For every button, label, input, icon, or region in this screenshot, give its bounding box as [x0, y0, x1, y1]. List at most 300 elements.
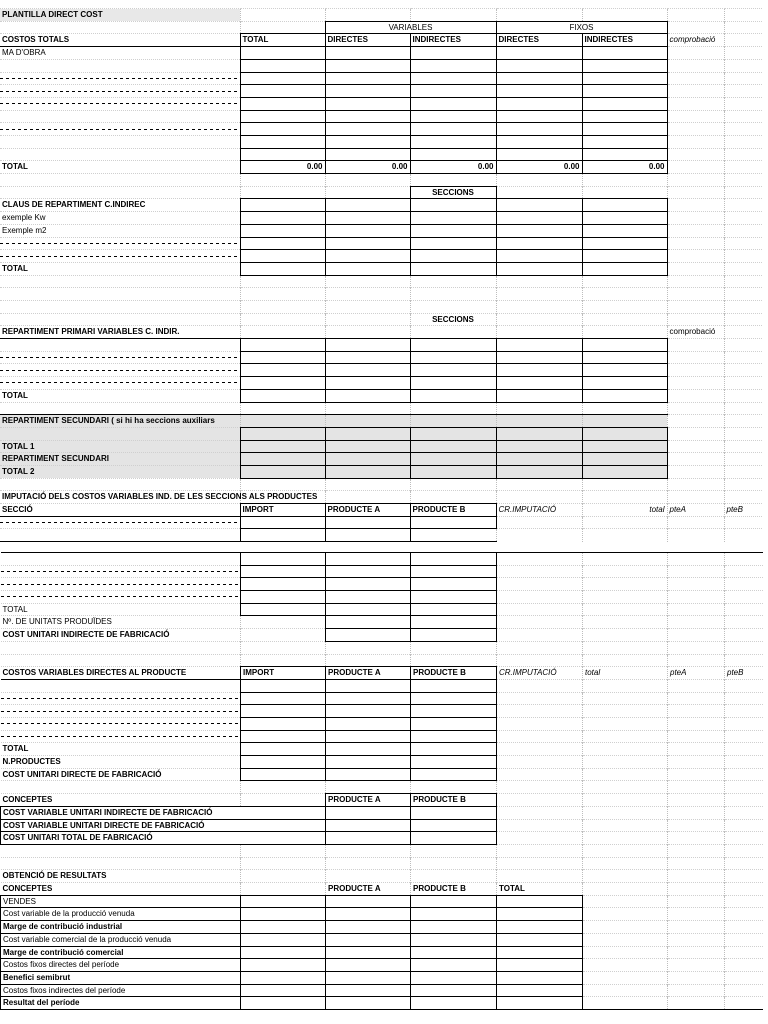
sheet-cell[interactable]	[0, 237, 240, 250]
sheet-cell[interactable]	[583, 997, 668, 1010]
sheet-cell[interactable]	[583, 895, 668, 908]
sheet-cell[interactable]	[497, 857, 583, 870]
sheet-cell[interactable]	[582, 186, 667, 199]
sheet-cell[interactable]	[240, 389, 325, 402]
sheet-cell[interactable]	[668, 591, 725, 604]
sheet-cell[interactable]	[240, 516, 325, 529]
sheet-cell[interactable]	[725, 870, 763, 883]
sheet-cell[interactable]	[0, 300, 240, 313]
sheet-cell[interactable]	[241, 946, 326, 959]
sheet-cell[interactable]	[0, 377, 240, 390]
sheet-cell[interactable]	[411, 984, 497, 997]
sheet-cell[interactable]	[496, 212, 582, 225]
sheet-cell[interactable]	[325, 148, 410, 161]
sheet-cell[interactable]	[326, 946, 411, 959]
sheet-cell[interactable]	[725, 844, 763, 857]
sheet-cell[interactable]	[497, 959, 583, 972]
sheet-cell[interactable]	[724, 262, 762, 275]
sheet-cell[interactable]	[582, 529, 667, 542]
sheet-cell[interactable]	[583, 870, 668, 883]
sheet-cell[interactable]	[326, 832, 411, 845]
sheet-cell[interactable]	[497, 832, 583, 845]
sheet-cell[interactable]	[667, 262, 724, 275]
sheet-cell[interactable]	[410, 224, 496, 237]
sheet-cell[interactable]	[0, 364, 240, 377]
col-directes-var[interactable]: DIRECTES	[325, 34, 410, 47]
sheet-cell[interactable]	[410, 72, 496, 85]
sheet-cell[interactable]	[326, 819, 411, 832]
sheet-cell[interactable]	[497, 692, 583, 705]
sheet-cell[interactable]	[497, 553, 583, 566]
sheet-cell[interactable]	[725, 654, 763, 667]
sheet-cell[interactable]	[325, 186, 410, 199]
sheet-cell[interactable]	[411, 933, 497, 946]
sheet-cell[interactable]	[725, 883, 763, 896]
sheet-cell[interactable]	[583, 933, 668, 946]
sheet-cell[interactable]	[411, 806, 497, 819]
sheet-cell[interactable]	[410, 516, 496, 529]
sheet-cell[interactable]	[241, 692, 326, 705]
sheet-cell[interactable]	[0, 250, 240, 263]
sheet-cell[interactable]	[325, 339, 410, 352]
sheet-cell[interactable]	[583, 641, 668, 654]
sheet-cell[interactable]	[724, 529, 762, 542]
sheet-cell[interactable]	[582, 47, 667, 60]
sheet-cell[interactable]	[325, 326, 410, 339]
sheet-cell[interactable]	[325, 72, 410, 85]
sheet-cell[interactable]	[668, 629, 725, 642]
sheet-cell[interactable]	[326, 565, 411, 578]
sheet-cell[interactable]	[497, 654, 583, 667]
sheet-cell[interactable]	[241, 553, 326, 566]
sheet-cell[interactable]	[410, 415, 496, 428]
sheet-cell[interactable]	[411, 553, 497, 566]
sheet-cell[interactable]	[240, 85, 325, 98]
sheet-cell[interactable]	[583, 883, 668, 896]
sheet-cell[interactable]	[325, 529, 410, 542]
sheet-cell[interactable]	[497, 743, 583, 756]
sheet-cell[interactable]	[583, 705, 668, 718]
sheet-cell[interactable]	[667, 491, 724, 504]
sheet-cell[interactable]	[496, 478, 582, 491]
sheet-cell[interactable]	[241, 654, 326, 667]
sheet-cell[interactable]	[497, 616, 583, 629]
sheet-cell[interactable]	[0, 186, 240, 199]
sheet-cell[interactable]	[724, 427, 762, 440]
sheet-cell[interactable]	[410, 262, 496, 275]
sheet-cell[interactable]	[325, 364, 410, 377]
sheet-cell[interactable]	[326, 768, 411, 781]
sheet-cell[interactable]	[241, 565, 326, 578]
sheet-cell[interactable]	[725, 578, 763, 591]
sheet-cell[interactable]	[411, 870, 497, 883]
sheet-cell[interactable]	[724, 377, 762, 390]
sheet-cell[interactable]	[325, 389, 410, 402]
sheet-cell[interactable]	[496, 123, 582, 136]
sheet-cell[interactable]	[240, 148, 325, 161]
sheet-cell[interactable]	[497, 806, 583, 819]
sheet-cell[interactable]	[410, 135, 496, 148]
sheet-cell[interactable]	[725, 806, 763, 819]
sheet-cell[interactable]	[724, 174, 762, 187]
sheet-cell[interactable]	[496, 427, 582, 440]
sheet-cell[interactable]	[411, 819, 497, 832]
sheet-cell[interactable]	[326, 679, 411, 692]
sheet-cell[interactable]	[325, 351, 410, 364]
sheet-cell[interactable]	[326, 692, 411, 705]
sheet-cell[interactable]	[724, 478, 762, 491]
sheet-cell[interactable]	[582, 199, 667, 212]
sheet-cell[interactable]	[496, 351, 582, 364]
sheet-cell[interactable]	[410, 466, 496, 479]
sheet-cell[interactable]	[668, 971, 725, 984]
sheet-cell[interactable]	[326, 870, 411, 883]
sheet-cell[interactable]	[0, 174, 240, 187]
sheet-cell[interactable]	[582, 9, 667, 22]
sheet-cell[interactable]	[582, 491, 667, 504]
sheet-cell[interactable]	[0, 478, 240, 491]
sheet-cell[interactable]	[725, 705, 763, 718]
sheet-cell[interactable]	[240, 174, 325, 187]
sheet-cell[interactable]	[496, 300, 582, 313]
sheet-cell[interactable]	[668, 883, 725, 896]
sheet-cell[interactable]	[724, 85, 762, 98]
sheet-cell[interactable]	[411, 705, 497, 718]
sheet-cell[interactable]	[411, 654, 497, 667]
sheet-cell[interactable]	[724, 402, 762, 415]
sheet-cell[interactable]	[668, 679, 725, 692]
sheet-cell[interactable]	[326, 743, 411, 756]
sheet-cell[interactable]	[667, 72, 724, 85]
sheet-cell[interactable]	[496, 516, 582, 529]
sheet-cell[interactable]	[496, 466, 582, 479]
sheet-cell[interactable]	[497, 984, 583, 997]
sheet-cell[interactable]	[241, 883, 326, 896]
sheet-cell[interactable]	[496, 339, 582, 352]
sheet-cell[interactable]	[724, 34, 762, 47]
sheet-cell[interactable]	[667, 516, 724, 529]
sheet-cell[interactable]	[496, 364, 582, 377]
sheet-cell[interactable]	[411, 959, 497, 972]
sheet-cell[interactable]	[667, 9, 724, 22]
sheet-cell[interactable]	[667, 389, 724, 402]
sheet-cell[interactable]	[241, 730, 326, 743]
sheet-cell[interactable]	[724, 516, 762, 529]
sheet-cell[interactable]	[326, 578, 411, 591]
sheet-cell[interactable]	[1, 857, 241, 870]
sheet-cell[interactable]	[411, 591, 497, 604]
sheet-cell[interactable]	[724, 453, 762, 466]
sheet-cell[interactable]	[583, 629, 668, 642]
sheet-cell[interactable]	[0, 59, 240, 72]
sheet-cell[interactable]	[496, 453, 582, 466]
sheet-cell[interactable]	[325, 59, 410, 72]
sheet-cell[interactable]	[240, 288, 325, 301]
sheet-cell[interactable]	[583, 603, 668, 616]
sheet-cell[interactable]	[411, 768, 497, 781]
sheet-cell[interactable]	[410, 478, 496, 491]
sheet-cell[interactable]	[583, 857, 668, 870]
sheet-cell[interactable]	[667, 453, 724, 466]
sheet-cell[interactable]	[1, 730, 241, 743]
sheet-cell[interactable]	[241, 997, 326, 1010]
sheet-cell[interactable]	[667, 288, 724, 301]
sheet-cell[interactable]	[411, 629, 497, 642]
sheet-cell[interactable]	[583, 743, 668, 756]
sheet-cell[interactable]	[582, 262, 667, 275]
sheet-cell[interactable]	[497, 768, 583, 781]
sheet-cell[interactable]	[667, 161, 724, 174]
sheet-cell[interactable]	[667, 212, 724, 225]
sheet-cell[interactable]	[240, 250, 325, 263]
sheet-cell[interactable]	[240, 72, 325, 85]
sheet-cell[interactable]	[241, 705, 326, 718]
sheet-cell[interactable]	[410, 250, 496, 263]
sheet-cell[interactable]	[582, 110, 667, 123]
sheet-cell[interactable]	[1, 844, 241, 857]
sheet-cell[interactable]	[326, 629, 411, 642]
sheet-cell[interactable]	[496, 491, 582, 504]
sheet-cell[interactable]	[667, 466, 724, 479]
sheet-cell[interactable]	[583, 616, 668, 629]
sheet-cell[interactable]	[241, 844, 326, 857]
sheet-cell[interactable]	[667, 85, 724, 98]
sheet-cell[interactable]	[0, 275, 240, 288]
sheet-cell[interactable]	[241, 641, 326, 654]
sheet-cell[interactable]	[410, 110, 496, 123]
sheet-cell[interactable]	[1, 781, 241, 794]
sheet-cell[interactable]	[668, 984, 725, 997]
sheet-cell[interactable]	[667, 135, 724, 148]
sheet-cell[interactable]	[583, 959, 668, 972]
sheet-cell[interactable]	[410, 9, 496, 22]
sheet-cell[interactable]	[410, 275, 496, 288]
sheet-cell[interactable]	[496, 135, 582, 148]
sheet-cell[interactable]	[241, 756, 326, 769]
sheet-cell[interactable]	[240, 466, 325, 479]
sheet-cell[interactable]	[1, 692, 241, 705]
sheet-cell[interactable]	[725, 718, 763, 731]
sheet-cell[interactable]	[326, 984, 411, 997]
sheet-cell[interactable]	[667, 313, 724, 326]
sheet-cell[interactable]	[725, 857, 763, 870]
sheet-cell[interactable]	[410, 377, 496, 390]
sheet-cell[interactable]	[497, 756, 583, 769]
sheet-cell[interactable]	[667, 123, 724, 136]
sheet-cell[interactable]	[326, 959, 411, 972]
sheet-cell[interactable]	[725, 819, 763, 832]
sheet-cell[interactable]	[724, 224, 762, 237]
sheet-cell[interactable]	[0, 288, 240, 301]
sheet-cell[interactable]	[0, 402, 240, 415]
sheet-cell[interactable]	[240, 186, 325, 199]
sheet-cell[interactable]	[325, 300, 410, 313]
sheet-cell[interactable]	[724, 364, 762, 377]
sheet-cell[interactable]	[497, 794, 583, 807]
sheet-cell[interactable]	[724, 161, 762, 174]
sheet-cell[interactable]	[582, 427, 667, 440]
sheet-cell[interactable]	[668, 578, 725, 591]
sheet-cell[interactable]	[240, 97, 325, 110]
sheet-cell[interactable]	[724, 288, 762, 301]
sheet-cell[interactable]	[241, 781, 326, 794]
sheet-cell[interactable]	[496, 59, 582, 72]
sheet-cell[interactable]	[326, 756, 411, 769]
sheet-cell[interactable]	[325, 174, 410, 187]
sheet-cell[interactable]	[410, 237, 496, 250]
col-total[interactable]: TOTAL	[240, 34, 325, 47]
sheet-cell[interactable]	[240, 427, 325, 440]
sheet-cell[interactable]	[583, 565, 668, 578]
sheet-cell[interactable]	[411, 730, 497, 743]
sheet-cell[interactable]	[724, 9, 762, 22]
sheet-cell[interactable]	[410, 199, 496, 212]
sheet-cell[interactable]	[240, 453, 325, 466]
sheet-cell[interactable]	[240, 326, 325, 339]
sheet-cell[interactable]	[325, 9, 410, 22]
sheet-cell[interactable]	[583, 756, 668, 769]
sheet-cell[interactable]	[496, 313, 582, 326]
sheet-cell[interactable]	[496, 110, 582, 123]
sheet-cell[interactable]	[496, 237, 582, 250]
sheet-cell[interactable]	[724, 21, 762, 34]
sheet-cell[interactable]	[410, 123, 496, 136]
sheet-cell[interactable]	[410, 148, 496, 161]
sheet-cell[interactable]	[668, 844, 725, 857]
sheet-cell[interactable]	[496, 174, 582, 187]
sheet-cell[interactable]	[326, 997, 411, 1010]
sheet-cell[interactable]	[326, 641, 411, 654]
sheet-cell[interactable]	[496, 148, 582, 161]
sheet-cell[interactable]	[583, 921, 668, 934]
sheet-cell[interactable]	[725, 971, 763, 984]
sheet-cell[interactable]	[582, 440, 667, 453]
sheet-cell[interactable]	[497, 781, 583, 794]
sheet-cell[interactable]	[668, 857, 725, 870]
sheet-cell[interactable]	[411, 946, 497, 959]
sheet-cell[interactable]	[410, 59, 496, 72]
sheet-cell[interactable]	[325, 262, 410, 275]
sheet-cell[interactable]	[725, 756, 763, 769]
sheet-cell[interactable]	[325, 478, 410, 491]
sheet-cell[interactable]	[0, 351, 240, 364]
sheet-cell[interactable]	[725, 553, 763, 566]
sheet-cell[interactable]	[0, 85, 240, 98]
sheet-cell[interactable]	[496, 288, 582, 301]
sheet-cell[interactable]	[667, 148, 724, 161]
sheet-cell[interactable]	[667, 110, 724, 123]
sheet-cell[interactable]	[667, 440, 724, 453]
sheet-cell[interactable]	[326, 806, 411, 819]
sheet-cell[interactable]	[668, 603, 725, 616]
sheet-cell[interactable]	[496, 529, 582, 542]
sheet-cell[interactable]	[583, 768, 668, 781]
sheet-cell[interactable]	[411, 641, 497, 654]
sheet-cell[interactable]	[326, 718, 411, 731]
sheet-cell[interactable]	[583, 591, 668, 604]
sheet-cell[interactable]	[241, 629, 326, 642]
sheet-cell[interactable]	[496, 72, 582, 85]
sheet-cell[interactable]	[582, 313, 667, 326]
sheet-cell[interactable]	[326, 591, 411, 604]
sheet-cell[interactable]	[667, 377, 724, 390]
sheet-cell[interactable]	[668, 921, 725, 934]
sheet-cell[interactable]	[326, 654, 411, 667]
sheet-cell[interactable]	[582, 377, 667, 390]
sheet-cell[interactable]	[240, 275, 325, 288]
sheet-cell[interactable]	[583, 679, 668, 692]
sheet-cell[interactable]	[241, 794, 326, 807]
sheet-cell[interactable]	[667, 364, 724, 377]
sheet-cell[interactable]	[241, 984, 326, 997]
sheet-cell[interactable]	[497, 908, 583, 921]
sheet-cell[interactable]	[411, 692, 497, 705]
sheet-cell[interactable]	[241, 959, 326, 972]
sheet-cell[interactable]	[725, 692, 763, 705]
sheet-cell[interactable]	[410, 212, 496, 225]
sheet-cell[interactable]	[583, 794, 668, 807]
sheet-cell[interactable]	[0, 72, 240, 85]
sheet-cell[interactable]	[724, 135, 762, 148]
sheet-cell[interactable]	[667, 237, 724, 250]
sheet-cell[interactable]	[497, 921, 583, 934]
sheet-cell[interactable]	[582, 148, 667, 161]
sheet-cell[interactable]	[725, 591, 763, 604]
sheet-cell[interactable]	[724, 389, 762, 402]
sheet-cell[interactable]	[325, 110, 410, 123]
sheet-cell[interactable]	[496, 377, 582, 390]
sheet-cell[interactable]	[668, 692, 725, 705]
sheet-cell[interactable]	[668, 933, 725, 946]
sheet-cell[interactable]	[582, 402, 667, 415]
sheet-cell[interactable]	[497, 641, 583, 654]
sheet-cell[interactable]	[724, 250, 762, 263]
sheet-cell[interactable]	[668, 756, 725, 769]
sheet-cell[interactable]	[411, 921, 497, 934]
sheet-cell[interactable]	[725, 616, 763, 629]
sheet-cell[interactable]	[583, 718, 668, 731]
sheet-cell[interactable]	[410, 326, 496, 339]
col-directes-fix[interactable]: DIRECTES	[496, 34, 582, 47]
sheet-cell[interactable]	[668, 641, 725, 654]
sheet-cell[interactable]	[583, 832, 668, 845]
sheet-cell[interactable]	[410, 491, 496, 504]
sheet-cell[interactable]	[667, 275, 724, 288]
sheet-cell[interactable]	[241, 895, 326, 908]
sheet-cell[interactable]	[668, 806, 725, 819]
sheet-cell[interactable]	[326, 730, 411, 743]
sheet-cell[interactable]	[667, 174, 724, 187]
sheet-cell[interactable]	[497, 933, 583, 946]
sheet-cell[interactable]	[1, 718, 241, 731]
sheet-cell[interactable]	[582, 237, 667, 250]
sheet-cell[interactable]	[667, 224, 724, 237]
sheet-cell[interactable]	[497, 565, 583, 578]
sheet-cell[interactable]	[326, 908, 411, 921]
sheet-cell[interactable]	[0, 21, 240, 34]
sheet-cell[interactable]	[725, 959, 763, 972]
sheet-cell[interactable]	[668, 654, 725, 667]
sheet-cell[interactable]	[583, 730, 668, 743]
sheet-cell[interactable]	[241, 679, 326, 692]
sheet-cell[interactable]	[667, 351, 724, 364]
sheet-cell[interactable]	[241, 768, 326, 781]
sheet-cell[interactable]	[583, 578, 668, 591]
sheet-cell[interactable]	[496, 9, 582, 22]
sheet-cell[interactable]	[326, 781, 411, 794]
sheet-cell[interactable]	[325, 427, 410, 440]
sheet-cell[interactable]	[496, 440, 582, 453]
